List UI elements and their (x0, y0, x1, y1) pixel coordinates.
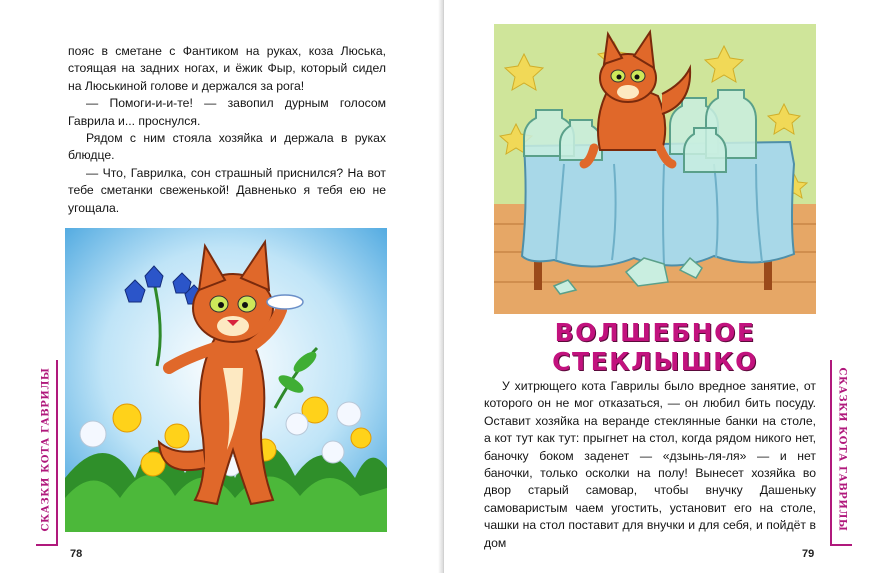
paragraph: пояс в сметане с Фантиком на руках, коза Люська, стоящая на задних ногах, и ёжик Фыр, который сидел на Люськиной голове и держался за рога! (68, 44, 386, 93)
series-title: СКАЗКИ КОТА ГАВРИЛЫ (40, 367, 52, 532)
page-number-right: 79 (802, 548, 815, 560)
paragraph: Рядом с ним стояла хозяйка и держала в руках блюдце. (68, 131, 386, 163)
left-page (0, 0, 440, 573)
left-page-text (68, 43, 386, 217)
page-number-left: 78 (70, 548, 83, 560)
paragraph: У хитрющего кота Гаврилы было вредное занятие, от которого он не мог отказаться, — он любил бить посуду. Оставит хозяйка на веранде стеклянные банки на столе, а кот тут как тут: прыгнет на стол, когда рядом никого нет, баночку боком заденет — «дзынь-ля-ля» — и нет баночки, только осколки на полу! Вынесет хозяйка во двор старый самовар, чтобы внучку Дашеньку самоваристым чаем угостить, установит его на столе, чашки на стол поставит для внучки и для себя, и пойдёт в дом (484, 379, 816, 550)
series-title: СКАЗКИ КОТА ГАВРИЛЫ (836, 367, 848, 532)
cat-on-table-with-jars-illustration (494, 24, 816, 314)
left-series-sidebar (34, 360, 58, 546)
paragraph: — Что, Гаврилка, сон страшный приснился? На вот тебе сметанки свеженькой! Давненько я тебя ею не угощала. (68, 165, 386, 215)
right-series-sidebar (830, 360, 854, 546)
right-page-text (484, 378, 816, 552)
story-title: ВОЛШЕБНОЕ СТЕКЛЫШКО (552, 318, 758, 376)
paragraph: — Помоги-и-и-те! — завопил дурным голосом Гаврила и... проснулся. (68, 96, 386, 128)
cat-with-flowers-illustration (65, 228, 387, 532)
